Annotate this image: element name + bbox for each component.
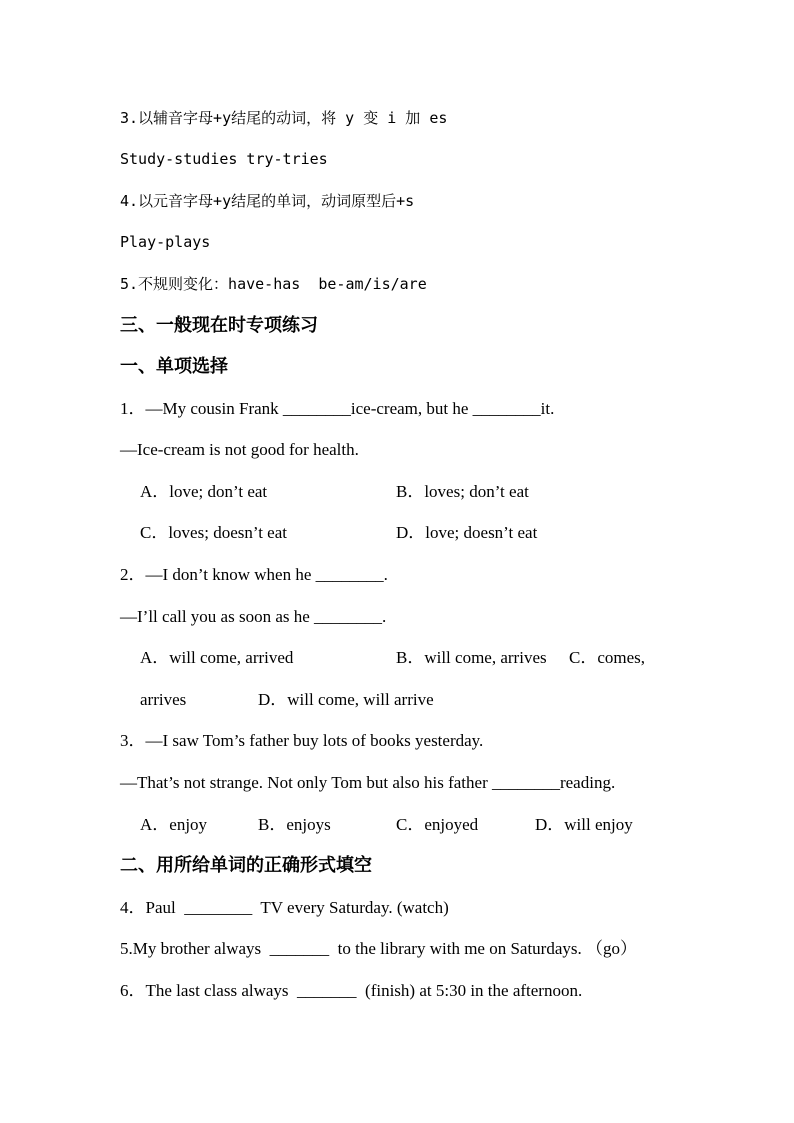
q2-reply: —I’ll call you as soon as he ________. <box>120 607 387 626</box>
q3-stem: 3．—I saw Tom’s father buy lots of books yesterday. <box>120 731 484 750</box>
part2-title: 二、用所给单词的正确形式填空 <box>120 855 372 876</box>
rule-3-example: Study-studies try-tries <box>120 150 328 168</box>
rule-4: 4.以元音字母+y结尾的单词，动词原型后+s <box>120 192 415 210</box>
q1-option-c: C．loves; doesn’t eat <box>140 523 287 542</box>
q2-stem: 2．—I don’t know when he ________. <box>120 565 388 584</box>
q1-option-d: D．love; doesn’t eat <box>396 523 538 542</box>
q3-option-a: A．enjoy <box>140 815 208 834</box>
q3-option-b: B．enjoys <box>258 815 331 834</box>
part1-title: 一、单项选择 <box>120 356 228 377</box>
fill-question-5: 5.My brother always _______ to the library with me on Saturdays. （go） <box>120 939 638 958</box>
q2-option-d: D．will come, will arrive <box>258 690 434 709</box>
rule-5: 5.不规则变化：have-has be-am/is/are <box>120 275 427 293</box>
q2-option-a: A．will come, arrived <box>140 648 294 667</box>
q1-reply: —Ice-cream is not good for health. <box>120 440 359 459</box>
q1-stem: 1．—My cousin Frank ________ice-cream, but he ________it. <box>120 399 555 418</box>
q3-option-c: C．enjoyed <box>396 815 479 834</box>
q3-reply: —That’s not strange. Not only Tom but also his father ________reading. <box>120 773 616 792</box>
fill-question-6: 6．The last class always _______ (finish) at 5:30 in the afternoon. <box>120 981 583 1000</box>
q3-option-d: D．will enjoy <box>535 815 633 834</box>
q1-option-a: A．love; don’t eat <box>140 482 268 501</box>
q2-option-c: C．comes, <box>569 648 646 667</box>
rule-4-example: Play-plays <box>120 233 211 251</box>
q2-option-c-continued: arrives <box>140 690 187 709</box>
rule-3: 3.以辅音字母+y结尾的动词，将 y 变 i 加 es <box>120 109 448 127</box>
q1-option-b: B．loves; don’t eat <box>396 482 529 501</box>
section-title: 三、一般现在时专项练习 <box>120 315 318 336</box>
fill-question-4: 4．Paul ________ TV every Saturday. (watch) <box>120 898 449 917</box>
q2-option-b: B．will come, arrives <box>396 648 547 667</box>
